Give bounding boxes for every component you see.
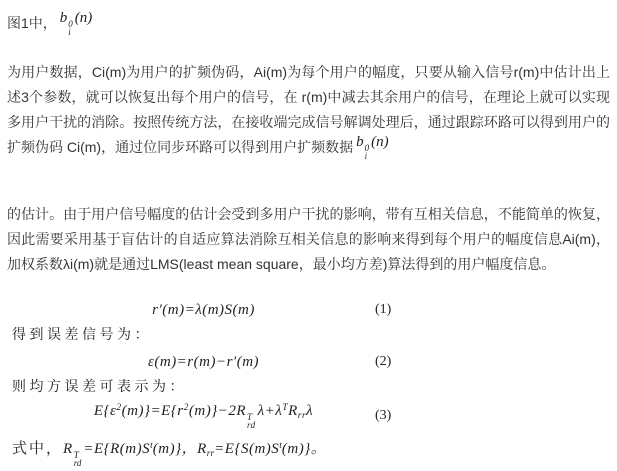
label-error-signal: 得到误差信号为： [12, 328, 152, 343]
math-arg: (n) [371, 134, 389, 150]
where-stack-sup: T [73, 450, 79, 460]
eq3-seg: λ [306, 403, 314, 419]
eq3-R-supsub-stack [247, 413, 256, 429]
eq3-seg: E{ε [93, 403, 117, 419]
math-sub: i [68, 27, 71, 37]
where-label: 式中， [12, 441, 64, 457]
where-seg: (m)}，R [152, 441, 207, 457]
equation-1-number: (1) [375, 302, 392, 317]
math-base: b [59, 10, 68, 26]
eq3-sup: 2 [116, 403, 122, 413]
where-seg: (m)}。 [281, 441, 327, 457]
intro-text: 图1中， [7, 15, 57, 31]
eq3-stack-sup: T [246, 412, 253, 422]
equation-1-expression: r′(m)=λ(m)S(m) [152, 301, 255, 318]
where-R-supsub-stack [74, 451, 82, 467]
eq3-sup: T [282, 403, 289, 413]
eq3-seg: (m)}−2R [188, 403, 246, 419]
equation-3-expression [7, 403, 375, 429]
math-base: b [356, 134, 364, 150]
equation-block [7, 297, 419, 468]
eq3-seg: (m)}=E{r [121, 403, 184, 419]
math-sup: 0 [364, 143, 370, 153]
math-sup: 0 [68, 19, 73, 29]
where-seg: =E{R(m)S [83, 441, 151, 457]
intro-line [7, 6, 610, 46]
eq3-sub: rr [297, 411, 307, 421]
paragraph-2: 的估计。由于用户信号幅度的估计会受到多用户干扰的影响，带有互相关信息，不能简单的恢复，因此需要采用基于盲估计的自适应算法消除互相关信息的影响来得到每个用户的幅度信息Ai(m)，加权系数λi(m)就是通过LMS(least mean square，最小均方差)算法得到的用户幅度信息。 [7, 206, 610, 272]
math-supsub-stack [68, 20, 73, 36]
where-clause [7, 431, 419, 468]
equation-2 [7, 349, 419, 375]
where-seg: =E{S(m)S [214, 441, 280, 457]
equation-2-number: (2) [375, 354, 392, 369]
label-mean-square-error: 则均方误差可表示为： [12, 380, 187, 395]
equation-3-number: (3) [375, 408, 392, 423]
paragraph-1-text: 为用户数据，Ci(m)为用户的扩频伪码，Ai(m)为每个用户的幅度，只要从输入信号r(m)中估计出上述3个参数，就可以恢复出每个用户的信号，在 r(m)中减去其余用户的信号，在理论上就可以实现多用户干扰的消除。按照传统方法，在接收端完成信号解调处理后，通过跟踪环路可以得到用户的扩频伪码 Ci(m)，通过位同步环路可以得到用户扩频数据 [7, 64, 610, 155]
eq3-sup: 2 [183, 403, 189, 413]
equation-2-expression: ε(m)=r(m)−r′(m) [147, 353, 260, 370]
eq3-seg: R [288, 403, 298, 419]
math-arg: (n) [74, 10, 93, 26]
paragraph-1 [7, 60, 610, 166]
inline-formula-b0n [60, 1, 93, 36]
where-sup: t [150, 441, 153, 451]
where-sub: rr [206, 449, 215, 459]
where-seg: R [63, 441, 73, 457]
eq3-seg: λ+λ [257, 403, 283, 419]
where-sup: t [279, 441, 282, 451]
where-stack-sub: rd [73, 458, 82, 468]
math-sub: i [364, 151, 368, 161]
inline-formula-b0n-2 [356, 130, 389, 160]
equation-3 [7, 401, 419, 431]
math-supsub-stack [365, 144, 370, 160]
eq3-stack-sub: rd [246, 420, 256, 430]
equation-1 [7, 297, 419, 323]
